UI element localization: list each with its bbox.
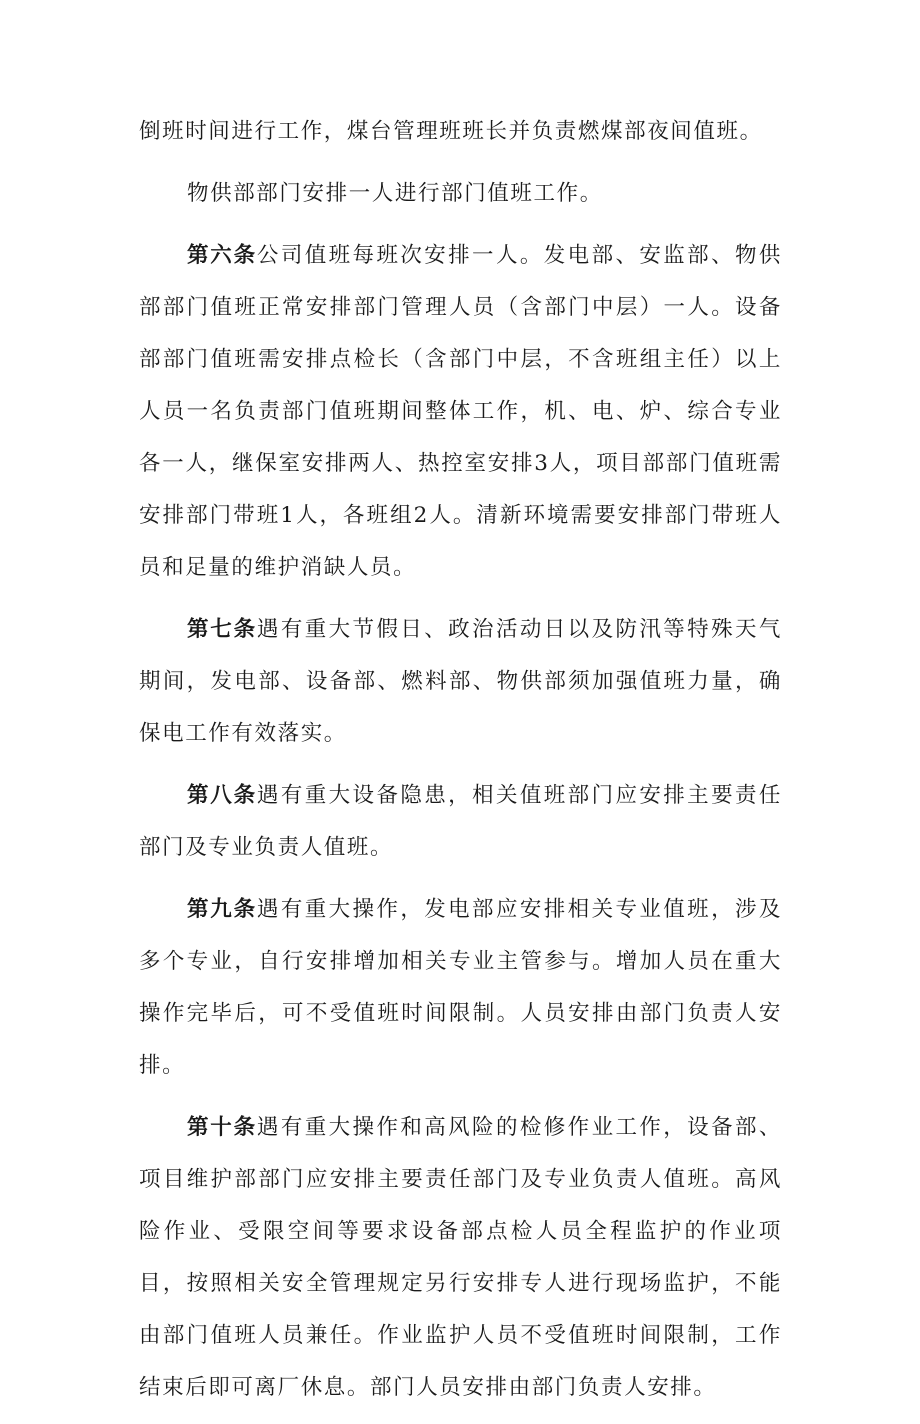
article-text: 遇有重大节假日、政治活动日以及防汛等特殊天气期间，发电部、设备部、燃料部、物供部须加强值班力量，确保电工作有效落实。 [139, 617, 782, 746]
article-heading: 第九条 [187, 897, 257, 922]
article-heading: 第六条 [187, 243, 257, 268]
paragraph-continuation [139, 106, 782, 158]
article-9 [139, 884, 782, 1092]
paragraph-text: 物供部部门安排一人进行部门值班工作。 [187, 181, 603, 206]
article-text: 遇有重大操作，发电部应安排相关专业值班，涉及多个专业，自行安排增加相关专业主管参与。增加人员在重大操作完毕后，可不受值班时间限制。人员安排由部门负责人安排。 [139, 897, 782, 1078]
paragraph-text: 倒班时间进行工作，煤台管理班班长并负责燃煤部夜间值班。 [139, 119, 763, 144]
article-heading: 第十条 [187, 1115, 257, 1140]
article-text: 公司值班每班次安排一人。发电部、安监部、物供部部门值班正常安排部门管理人员（含部门中层）一人。设备部部门值班需安排点检长（含部门中层，不含班组主任）以上人员一名负责部门值班期间整体工作，机、电、炉、综合专业各一人，继保室安排两人、热控室安排3人，项目部部门值班需安排部门带班1人，各班组2人。清新环境需要安排部门带班人员和足量的维护消缺人员。 [139, 243, 782, 580]
article-8 [139, 770, 782, 874]
document-body [139, 106, 782, 1424]
article-text: 遇有重大设备隐患，相关值班部门应安排主要责任部门及专业负责人值班。 [139, 783, 782, 860]
article-6 [139, 230, 782, 594]
article-text: 遇有重大操作和高风险的检修作业工作，设备部、项目维护部部门应安排主要责任部门及专业负责人值班。高风险作业、受限空间等要求设备部点检人员全程监护的作业项目，按照相关安全管理规定另行安排专人进行现场监护，不能由部门值班人员兼任。作业监护人员不受值班时间限制，工作结束后即可离厂休息。部门人员安排由部门负责人安排。 [139, 1115, 782, 1400]
article-heading: 第七条 [187, 617, 257, 642]
paragraph-material-supply [139, 168, 782, 220]
article-10 [139, 1102, 782, 1414]
article-heading: 第八条 [187, 783, 257, 808]
article-7 [139, 604, 782, 760]
